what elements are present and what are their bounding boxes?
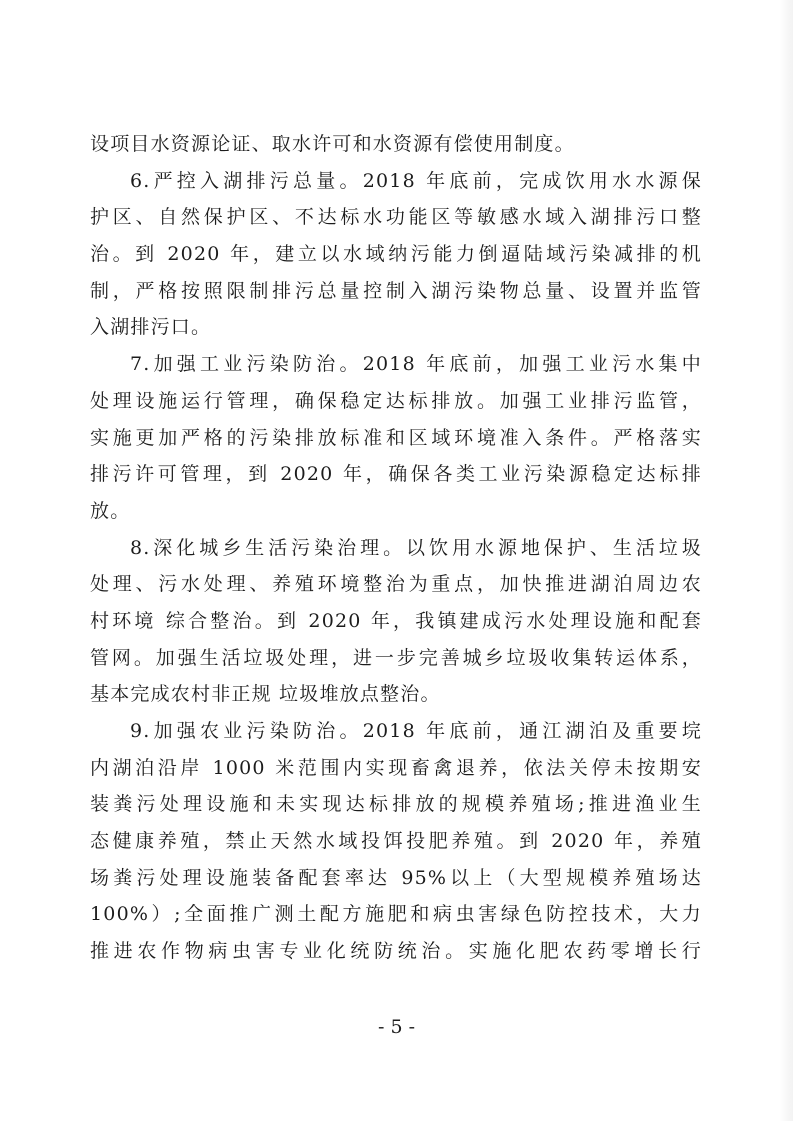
page-number: - 5 - — [377, 1016, 415, 1038]
body-text — [90, 126, 702, 970]
text-line: 6.严控入湖排污总量。2018 年底前，完成饮用水水源保 — [130, 169, 702, 192]
text-line: 入湖排污口。 — [90, 316, 212, 339]
text-line: 处理设施运行管理，确保稳定达标排放。加强工业排污监管， — [90, 389, 702, 412]
text-line: 100%）;全面推广测土配方施肥和病虫害绿色防控技术，大力 — [90, 903, 702, 926]
text-line: 处理、污水处理、养殖环境整治为重点，加快推进湖泊周边农 — [90, 573, 702, 596]
text-line: 排污许可管理，到 2020 年，确保各类工业污染源稳定达标排 — [90, 463, 702, 486]
text-line: 8.深化城乡生活污染治理。以饮用水源地保护、生活垃圾 — [130, 536, 702, 559]
text-line: 实施更加严格的污染排放标准和区域环境准入条件。严格落实 — [90, 426, 702, 449]
page-edge-shadow — [779, 0, 793, 1121]
text-line: 装粪污处理设施和未实现达标排放的规模养殖场;推进渔业生 — [90, 793, 702, 816]
text-line: 态健康养殖，禁止天然水域投饵投肥养殖。到 2020 年，养殖 — [90, 830, 702, 853]
text-line: 管网。加强生活垃圾处理，进一步完善城乡垃圾收集转运体系， — [90, 646, 702, 669]
text-line: 7.加强工业污染防治。2018 年底前，加强工业污水集中 — [130, 353, 702, 376]
text-line: 制，严格按照限制排污总量控制入湖污染物总量、设置并监管 — [90, 279, 702, 302]
text-line: 9.加强农业污染防治。2018 年底前，通江湖泊及重要垸 — [130, 720, 702, 742]
text-line: 基本完成农村非正规 垃圾堆放点整治。 — [90, 683, 441, 706]
text-line: 村环境 综合整治。到 2020 年，我镇建成污水处理设施和配套 — [90, 609, 702, 632]
text-line: 治。到 2020 年，建立以水域纳污能力倒逼陆域污染减排的机 — [90, 243, 702, 266]
text-line: 推进农作物病虫害专业化统防统治。实施化肥农药零增长行 — [90, 940, 702, 963]
text-line: 放。 — [90, 499, 131, 522]
text-line: 设项目水资源论证、取水许可和水资源有偿使用制度。 — [90, 133, 575, 155]
text-line: 护区、自然保护区、不达标水功能区等敏感水域入湖排污口整 — [90, 206, 702, 229]
text-line: 内湖泊沿岸 1000 米范围内实现畜禽退养，依法关停未按期安 — [90, 756, 702, 779]
text-line: 场粪污处理设施装备配套率达 95%以上（大型规模养殖场达 — [90, 866, 702, 889]
